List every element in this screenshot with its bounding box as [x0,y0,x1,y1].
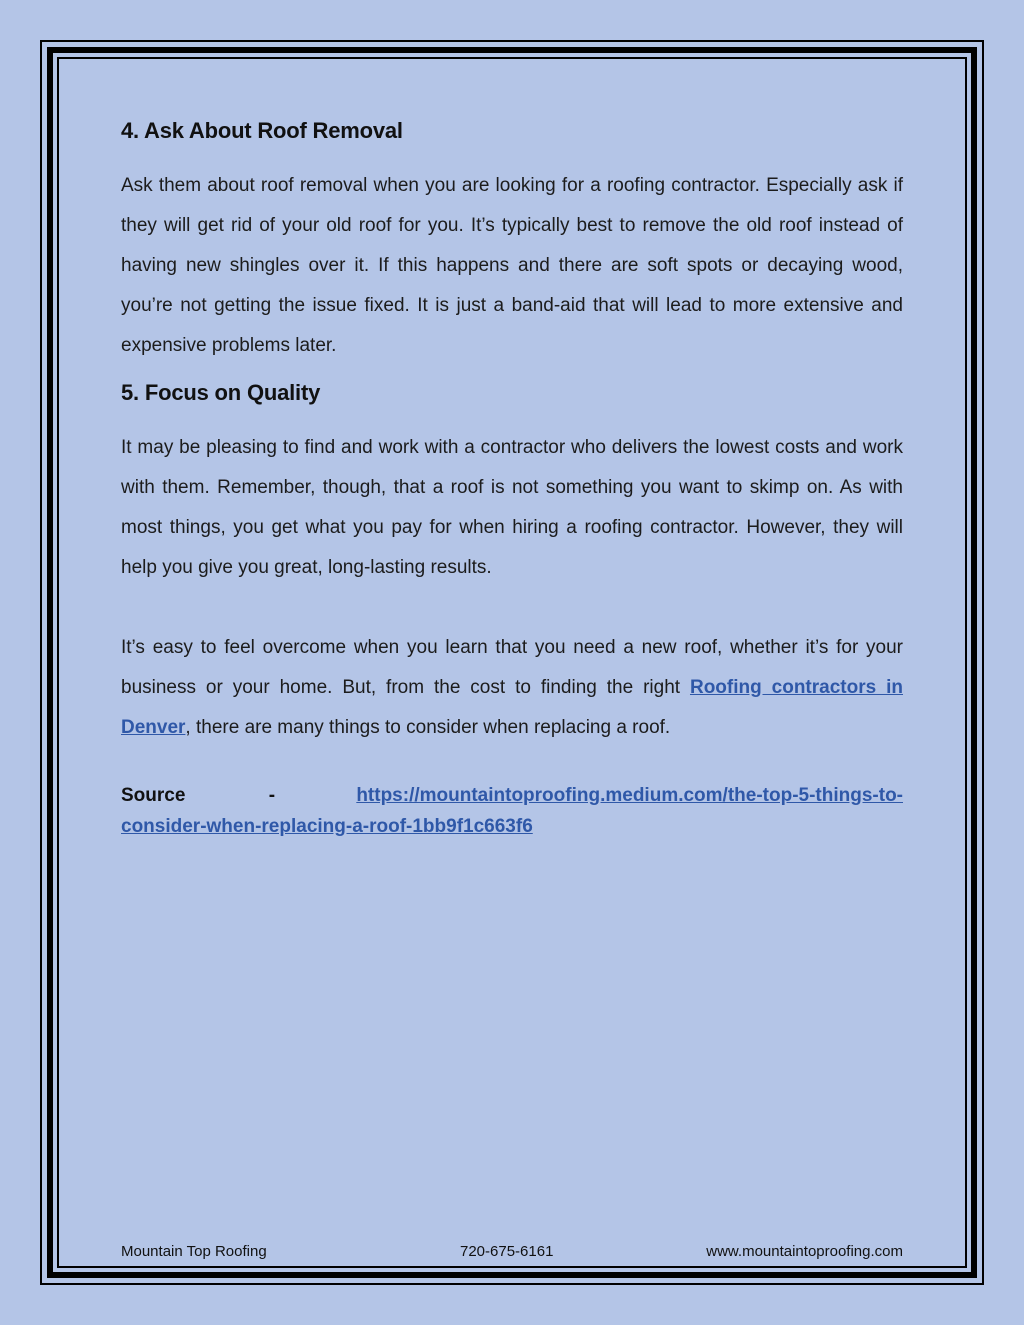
document-body [121,118,903,842]
footer-website: www.mountaintoproofing.com [706,1243,903,1260]
section-paragraph-quality: It may be pleasing to find and work with a contractor who delivers the lowest costs and work with them. Remember, though, that a roof is not something you want to skimp on. As with most things, you get what you pay for when hiring a roofing contractor. However, they will help you give you great, long-lasting results. [121,437,903,578]
closing-paragraph [121,628,903,748]
section-heading-quality: 5. Focus on Quality [121,380,321,405]
section-heading-roof-removal: 4. Ask About Roof Removal [121,118,403,143]
section-paragraph-roof-removal: Ask them about roof removal when you are looking for a roofing contractor. Especially ask if they will get rid of your old roof for you. It’s typically best to remove the old roof instead of having new shingles over it. If this happens and there are soft spots or decaying wood, you’re not getting the issue fixed. It is just a band-aid that will lead to more extensive and expensive problems later. [121,175,903,356]
footer-phone: 720-675-6161 [460,1243,554,1260]
source-url-link[interactable]: https://mountaintoproofing.medium.com/the-top-5-things-to-consider-when-replacing-a-roof-1bb9f1c663f6 [121,785,903,837]
source-separator: - [268,785,276,806]
source-label: Source [121,785,186,806]
closing-text-before-link: It’s easy to feel overcome when you learn that you need a new roof, whether it’s for your business or your home. But, from the cost to finding the right [121,637,903,698]
footer-company: Mountain Top Roofing [121,1243,267,1260]
source-line [121,780,903,842]
closing-text-after-link: , there are many things to consider when replacing a roof. [185,717,671,738]
roofing-contractors-link[interactable]: Roofing contractors in Denver [121,677,903,738]
